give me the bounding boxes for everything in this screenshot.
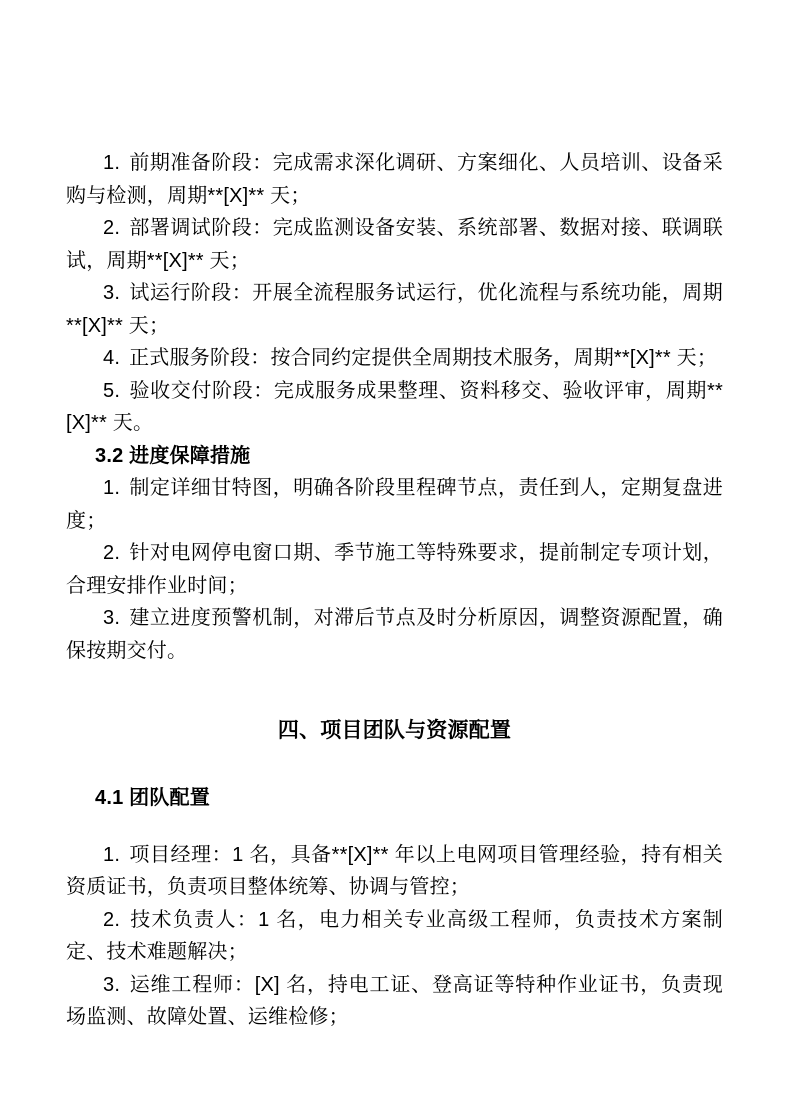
item-number: 3. bbox=[103, 607, 121, 629]
team-item-3 bbox=[66, 969, 723, 1034]
item-number: 2. bbox=[103, 908, 121, 931]
item-number: 1. bbox=[103, 477, 121, 499]
item-text: 前期准备阶段：完成需求深化调研、方案细化、人员培训、设备采购与检测，周期**[X]** 天； bbox=[66, 152, 723, 207]
section-heading-3-2: 3.2 进度保障措施 bbox=[95, 444, 251, 467]
item-text: 项目经理：1 名，具备**[X]** 年以上电网项目管理经验，持有相关资质证书，负责项目整体统筹、协调与管控； bbox=[66, 843, 723, 898]
item-number: 3. bbox=[103, 282, 121, 304]
item-number: 1. bbox=[103, 152, 121, 174]
schedule-item-2 bbox=[66, 537, 723, 602]
item-text: 建立进度预警机制，对滞后节点及时分析原因，调整资源配置，确保按期交付。 bbox=[66, 607, 723, 662]
phase-item-1 bbox=[66, 147, 723, 212]
item-text: 针对电网停电窗口期、季节施工等特殊要求，提前制定专项计划，合理安排作业时间； bbox=[66, 542, 723, 597]
item-text: 验收交付阶段：完成服务成果整理、资料移交、验收评审，周期**[X]** 天。 bbox=[66, 379, 723, 434]
item-text: 制定详细甘特图，明确各阶段里程碑节点，责任到人，定期复盘进度； bbox=[66, 477, 723, 532]
phase-item-5 bbox=[66, 375, 723, 440]
item-text: 运维工程师：[X] 名，持电工证、登高证等特种作业证书，负责现场监测、故障处置、运维检修； bbox=[66, 973, 723, 1028]
item-text: 技术负责人：1 名，电力相关专业高级工程师，负责技术方案制定、技术难题解决； bbox=[66, 908, 723, 963]
schedule-item-1 bbox=[66, 472, 723, 537]
item-text: 正式服务阶段：按合同约定提供全周期技术服务，周期**[X]** 天； bbox=[129, 347, 718, 369]
item-text: 部署调试阶段：完成监测设备安装、系统部署、数据对接、联调联试，周期**[X]** 天； bbox=[66, 217, 723, 272]
schedule-item-3 bbox=[66, 602, 723, 667]
phase-item-3 bbox=[66, 277, 723, 342]
chapter-heading: 四、项目团队与资源配置 bbox=[277, 719, 512, 742]
phase-item-2 bbox=[66, 212, 723, 277]
item-text: 试运行阶段：开展全流程服务试运行，优化流程与系统功能，周期**[X]** 天； bbox=[66, 282, 723, 337]
item-number: 1. bbox=[103, 843, 121, 866]
item-number: 4. bbox=[103, 347, 121, 369]
team-item-2 bbox=[66, 904, 723, 969]
item-number: 3. bbox=[103, 973, 121, 996]
team-item-1 bbox=[66, 839, 723, 904]
item-number: 2. bbox=[103, 542, 121, 564]
item-number: 2. bbox=[103, 217, 121, 239]
phase-item-4 bbox=[66, 342, 723, 375]
item-number: 5. bbox=[103, 379, 121, 402]
section-heading-4-1: 4.1 团队配置 bbox=[95, 787, 210, 809]
